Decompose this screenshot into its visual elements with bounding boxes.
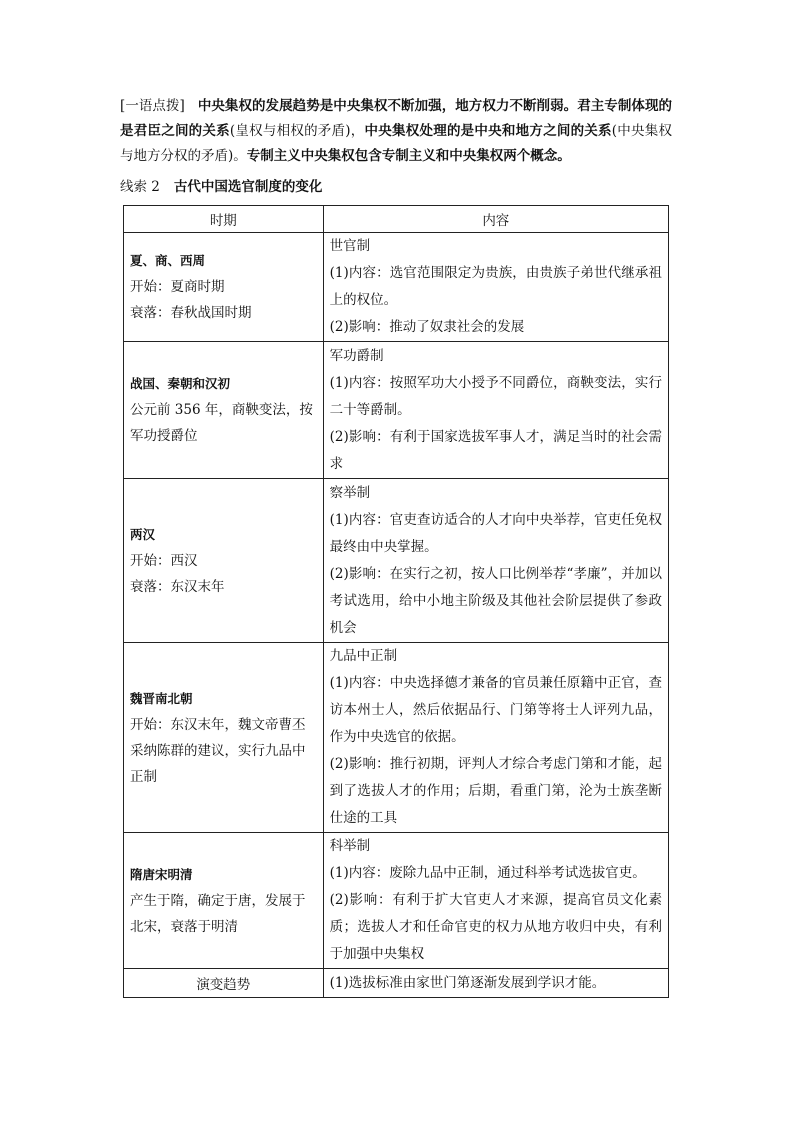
period-name: 战国、秦朝和汉初 (130, 376, 231, 391)
content-cell (323, 643, 668, 833)
table-row (124, 643, 669, 833)
table-row (124, 479, 669, 643)
header-content: 内容 (323, 206, 668, 233)
clue-label: 线索 2 (120, 179, 160, 195)
table-row (124, 342, 669, 479)
content-text: (1)内容：废除九品中正制，通过科举考试选拔官吏。 (329, 865, 646, 881)
period-name: 隋唐宋明清 (130, 866, 193, 882)
content-text: (1)内容：按照军功大小授予不同爵位，商鞅变法，实行二十等爵制。 (329, 374, 662, 418)
content-cell (323, 479, 668, 643)
period-line: 衰落：东汉末年 (130, 578, 225, 595)
period-cell (124, 342, 324, 479)
impact-text: (2)影响：推行初期，评判人才综合考虑门第和才能，起到了选拔人才的作用；后期，看重门第，沦为士族垄断仕途的工具 (329, 756, 662, 826)
intro-plain-2: (中央集权与地方分权的矛盾)。 (120, 123, 672, 164)
content-cell (323, 342, 668, 479)
period-line: 公元前 356 年，商鞅变法，按军功授爵位 (130, 402, 313, 444)
trend-text: (1)选拔标准由家世门第逐渐发展到学识才能。 (323, 969, 668, 998)
table-row (124, 833, 669, 969)
system-name: 世官制 (329, 238, 371, 254)
period-name: 夏、商、西周 (130, 253, 206, 268)
intro-label: [一语点拨] (120, 98, 185, 114)
intro-plain-1: (皇权与相权的矛盾)， (229, 123, 365, 139)
period-line: 开始：东汉末年，魏文帝曹丕采纳陈群的建议，实行九品中正制 (130, 716, 306, 785)
period-line: 开始：西汉 (130, 552, 198, 569)
intro-bold-2: 中央集权处理的是中央和地方之间的关系 (364, 123, 612, 139)
period-cell (124, 833, 324, 969)
content-cell (323, 833, 668, 969)
period-line: 开始：夏商时期 (130, 279, 225, 295)
content-text: (1)内容：官吏查访适合的人才向中央举荐，官吏任免权最终由中央掌握。 (329, 511, 662, 555)
trend-label: 演变趋势 (124, 969, 324, 998)
clue-title: 古代中国选官制度的变化 (173, 179, 323, 195)
period-cell (124, 479, 324, 643)
system-name: 科举制 (329, 838, 371, 854)
intro-bold-1: 中央集权的发展趋势是中央集权不断加强，地方权力不断削弱。君主专制体现的是君臣之间的关系 (120, 98, 672, 139)
intro-bold-3: 专制主义中央集权包含专制主义和中央集权两个概念。 (246, 148, 571, 164)
system-name: 九品中正制 (329, 648, 398, 664)
period-name: 魏晋南北朝 (130, 690, 193, 706)
header-period: 时期 (124, 206, 324, 233)
system-name: 察举制 (329, 484, 371, 501)
content-text: (1)内容：中央选择德才兼备的官员兼任原籍中正官，查访本州士人，然后依据品行、门第等将士人评列九品，作为中央选官的依据。 (329, 675, 662, 745)
table-header-row (124, 206, 669, 233)
period-line: 衰落：春秋战国时期 (130, 305, 252, 321)
intro-paragraph (120, 94, 672, 169)
clue-heading (120, 177, 322, 197)
selection-system-table (123, 205, 669, 998)
table-row-trend (124, 969, 669, 998)
table-row (124, 233, 669, 342)
impact-text: (2)影响：在实行之初，按人口比例举荐“孝廉”，并加以考试选用，给中小地主阶级及其他社会阶层提供了参政机会 (329, 565, 662, 636)
content-text: (1)内容：选官范围限定为贵族，由贵族子弟世代继承祖上的权位。 (329, 265, 662, 308)
impact-text: (2)影响：有利于扩大官吏人才来源，提高官员文化素质；选拔人才和任命官吏的权力从地方收归中央，有利于加强中央集权 (329, 892, 662, 962)
content-cell (323, 233, 668, 342)
impact-text: (2)影响：有利于国家选拔军事人才，满足当时的社会需求 (329, 428, 662, 472)
system-name: 军功爵制 (329, 347, 384, 364)
period-line: 产生于隋，确定于唐，发展于北宋，衰落于明清 (130, 892, 306, 935)
impact-text: (2)影响：推动了奴隶社会的发展 (329, 319, 525, 335)
period-name: 两汉 (130, 526, 156, 542)
period-cell (124, 233, 324, 342)
period-cell (124, 643, 324, 833)
